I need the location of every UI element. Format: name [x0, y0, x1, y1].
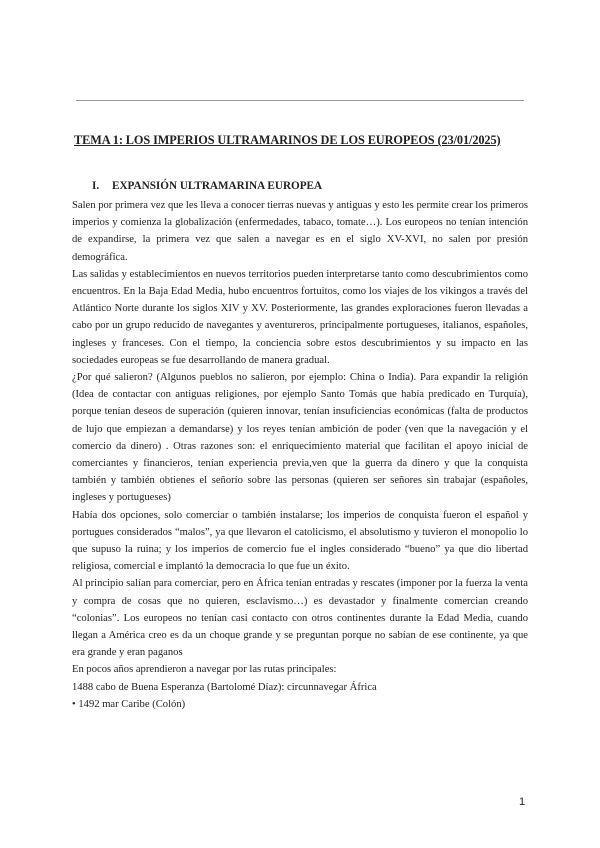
document-title: TEMA 1: LOS IMPERIOS ULTRAMARINOS DE LOS EUROPEOS (23/01/2025): [74, 133, 501, 147]
section-heading: [92, 180, 322, 192]
page-number: 1: [519, 796, 526, 808]
header-divider: [76, 100, 524, 101]
paragraph-commerce: Al principio salían para comerciar, pero en África tenían entradas y rescates (imponer por la fuerza la venta y compra de cosas que no quieren, esclavismo…) es devastador y finalmente comercian creando “colonias”. Los europeos no tenían casi contacto con otros continentes durante la Edad Media, cuando llegan a América creo es da un choque grande y se preguntan porque no sabían de ese continente, ya que era grande y eran paganos: [72, 578, 528, 659]
paragraph-options: Había dos opciones, solo comerciar o también instalarse; los imperios de conquista fueron el español y portugues considerados “malos”, ya que llevaron el catolicismo, el absolutismo y tuvieron el monopolio lo que supuso la ruina; y los imperios de comercio fue el ingles considerado “bueno” ya que dio libertad religiosa, comercial e implantó la democracia lo que fue un éxito.: [72, 509, 528, 573]
paragraph-reasons: ¿Por qué salieron? (Algunos pueblos no salieron, por ejemplo: China o India). Para expandir la religión (Idea de contactar con antiguas religiones, por ejemplo Santo Tomás que había predicado en Turquía), porque tenían deseos de superación (quieren innovar, tenían insuficiencias económicas (falta de productos de lujo que empiezan a demandarse) y los reyes tenían ambición de poder (ven que la navegación y el comercio da dinero) . Otras razones son: el enriquecimiento material que facilitan el apoyo inicial de comerciantes y financieros, tenían experiencia previa,ven que la guerra da dinero y que la conquista también y también obtienes el señorío sobre las personas (quieren ser señores sin trabajar (españoles, ingleses y portugueses): [72, 372, 528, 504]
paragraph-encounters: Las salidas y establecimientos en nuevos territorios pueden interpretarse tanto como descubrimientos como encuentros. En la Baja Edad Media, hubo encuentros fortuitos, como los viajes de los vikingos a través del Atlántico Norte durante los siglos XIV y XV. Posteriormente, las grandes exploraciones fueron llevadas a cabo por un grupo reducido de navegantes y aventureros, principalmente portugueses, italianos, españoles, ingleses y franceses. Con el tiempo, la conciencia sobre estos descubrimientos y su impacto en las sociedades europeas se fue desarrollando de manera gradual.: [72, 268, 528, 366]
document-body: [72, 197, 528, 713]
section-number: I.: [92, 180, 100, 192]
route-item-1492: • 1492 mar Caribe (Colón): [72, 698, 186, 710]
route-item-1488: 1488 cabo de Buena Esperanza (Bartolomé Díaz): circunnavegar África: [72, 681, 377, 693]
section-heading-text: EXPANSIÓN ULTRAMARINA EUROPEA: [112, 180, 323, 192]
paragraph-routes-intro: En pocos años aprendieron a navegar por las rutas principales:: [72, 664, 337, 676]
paragraph-intro: Salen por primera vez que les lleva a conocer tierras nuevas y antiguas y esto les permite crear los primeros imperios y comienza la globalización (enfermedades, tabaco, tomate…). Los europeos no tenían intención de expandirse, la primera vez que salen a navegar es en el siglo XV-XVI, no salen por presión demográfica.: [72, 200, 528, 263]
